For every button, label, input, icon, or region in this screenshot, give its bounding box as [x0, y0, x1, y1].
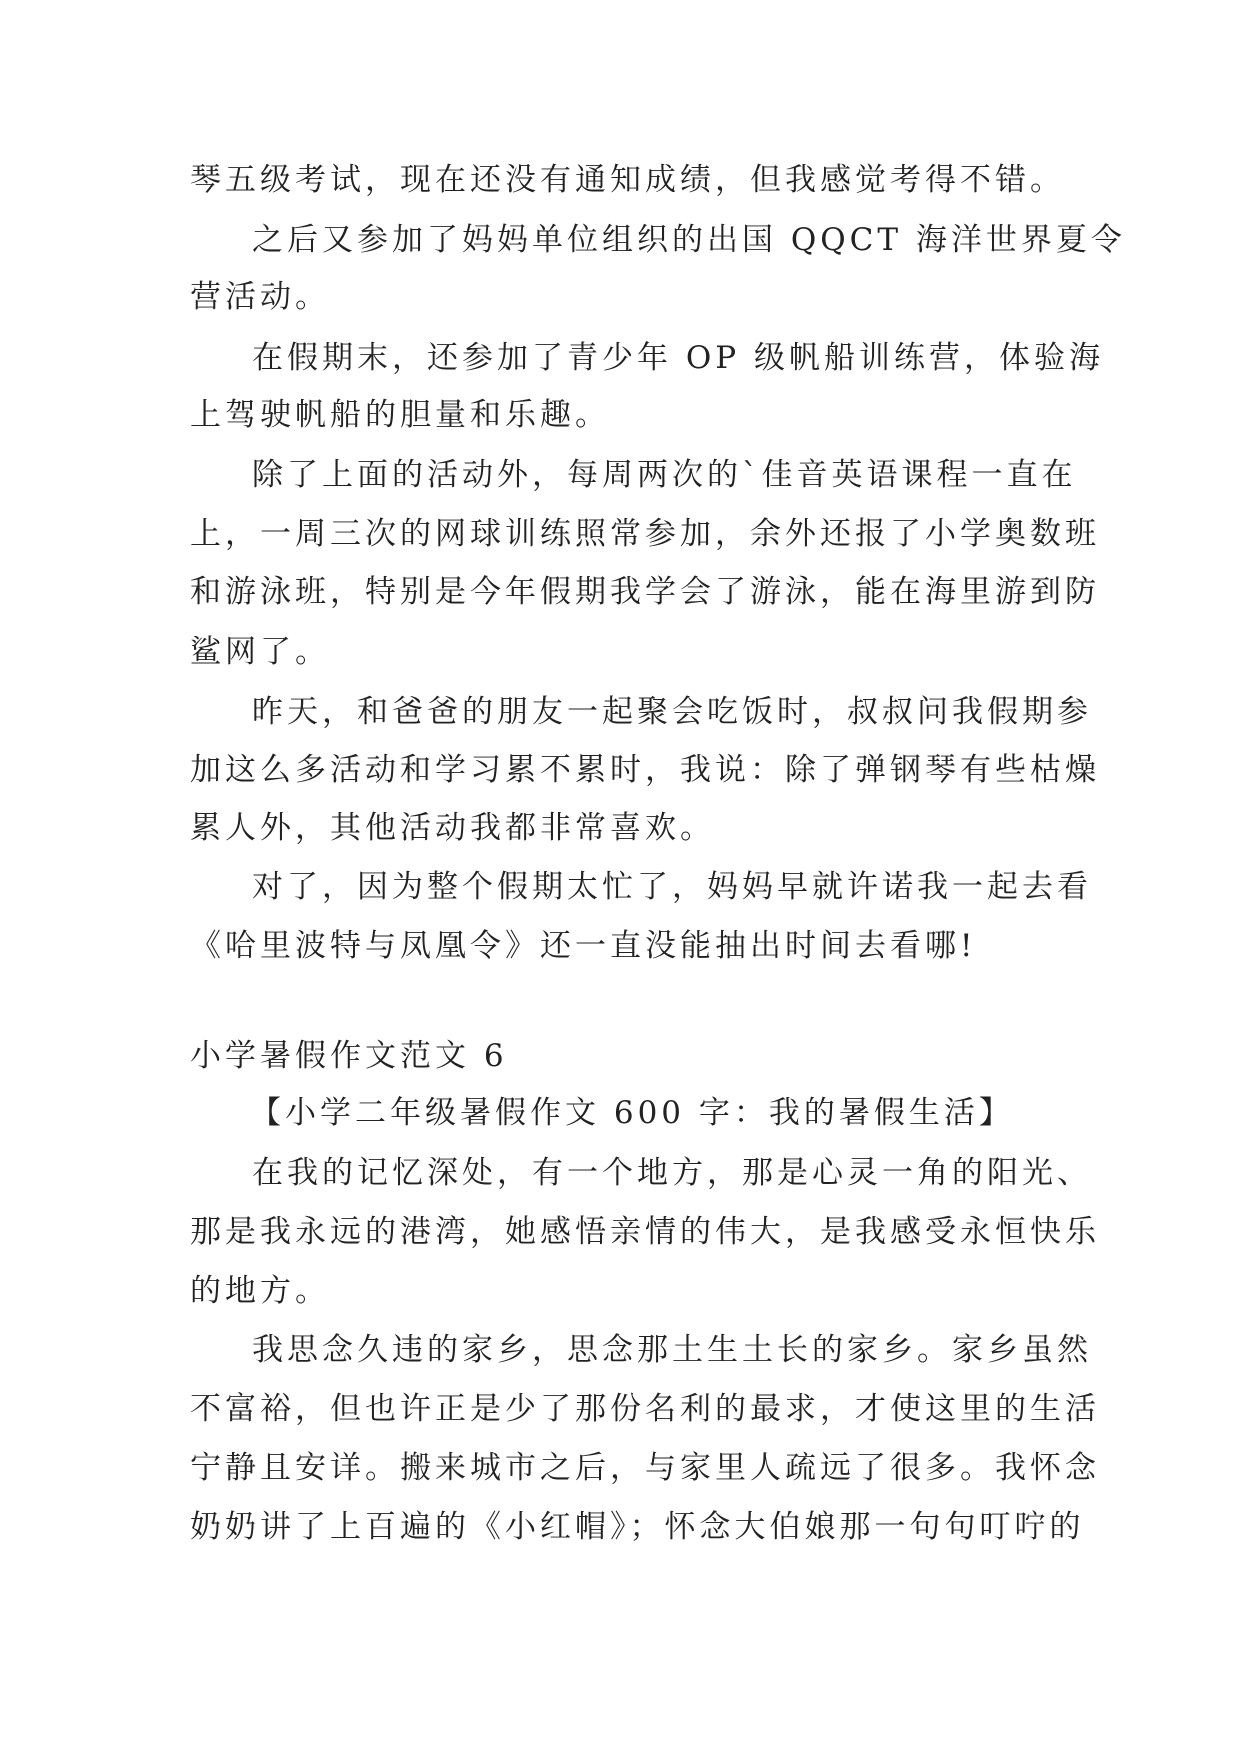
paragraph-line: 之后又参加了妈妈单位组织的出国 QQCT 海洋世界夏令 — [252, 222, 1126, 258]
paragraph-line: 营活动。 — [190, 279, 330, 315]
paragraph-line: 奶奶讲了上百遍的《小红帽》；怀念大伯娘那一句句叮咛的 — [190, 1509, 1085, 1545]
paragraph-line: 《哈里波特与凤凰令》还一直没能抽出时间去看哪! — [190, 928, 977, 964]
paragraph-line: 不富裕，但也许正是少了那份名利的最求，才使这里的生活 — [190, 1391, 1100, 1427]
paragraph-line: 的地方。 — [190, 1273, 330, 1309]
article-subtitle: 【小学二年级暑假作文 600 字：我的暑假生活】 — [250, 1095, 1014, 1131]
paragraph-line: 在我的记忆深处，有一个地方，那是心灵一角的阳光、 — [252, 1155, 1092, 1191]
paragraph-line: 加这么多活动和学习累不累时，我说：除了弹钢琴有些枯燥 — [190, 752, 1100, 788]
paragraph-line: 那是我永远的港湾，她感悟亲情的伟大，是我感受永恒快乐 — [190, 1214, 1100, 1250]
paragraph-line: 上驾驶帆船的胆量和乐趣。 — [190, 397, 610, 433]
paragraph-line: 宁静且安详。搬来城市之后，与家里人疏远了很多。我怀念 — [190, 1450, 1100, 1486]
paragraph-line: 对了，因为整个假期太忙了，妈妈早就许诺我一起去看 — [252, 869, 1092, 905]
paragraph-line: 琴五级考试，现在还没有通知成绩，但我感觉考得不错。 — [190, 162, 1065, 198]
section-heading: 小学暑假作文范文 6 — [190, 1038, 508, 1074]
paragraph-line: 昨天，和爸爸的朋友一起聚会吃饭时，叔叔问我假期参 — [252, 694, 1092, 730]
paragraph-line: 除了上面的活动外，每周两次的`佳音英语课程一直在 — [252, 457, 1077, 493]
paragraph-line: 在假期末，还参加了青少年 OP 级帆船训练营，体验海 — [252, 340, 1104, 376]
paragraph-line: 上，一周三次的网球训练照常参加，余外还报了小学奥数班 — [190, 516, 1100, 552]
paragraph-line: 我思念久违的家乡，思念那土生土长的家乡。家乡虽然 — [252, 1332, 1092, 1368]
paragraph-line: 和游泳班，特别是今年假期我学会了游泳，能在海里游到防 — [190, 574, 1100, 610]
paragraph-line: 累人外，其他活动我都非常喜欢。 — [190, 810, 715, 846]
paragraph-line: 鲨网了。 — [190, 634, 330, 670]
